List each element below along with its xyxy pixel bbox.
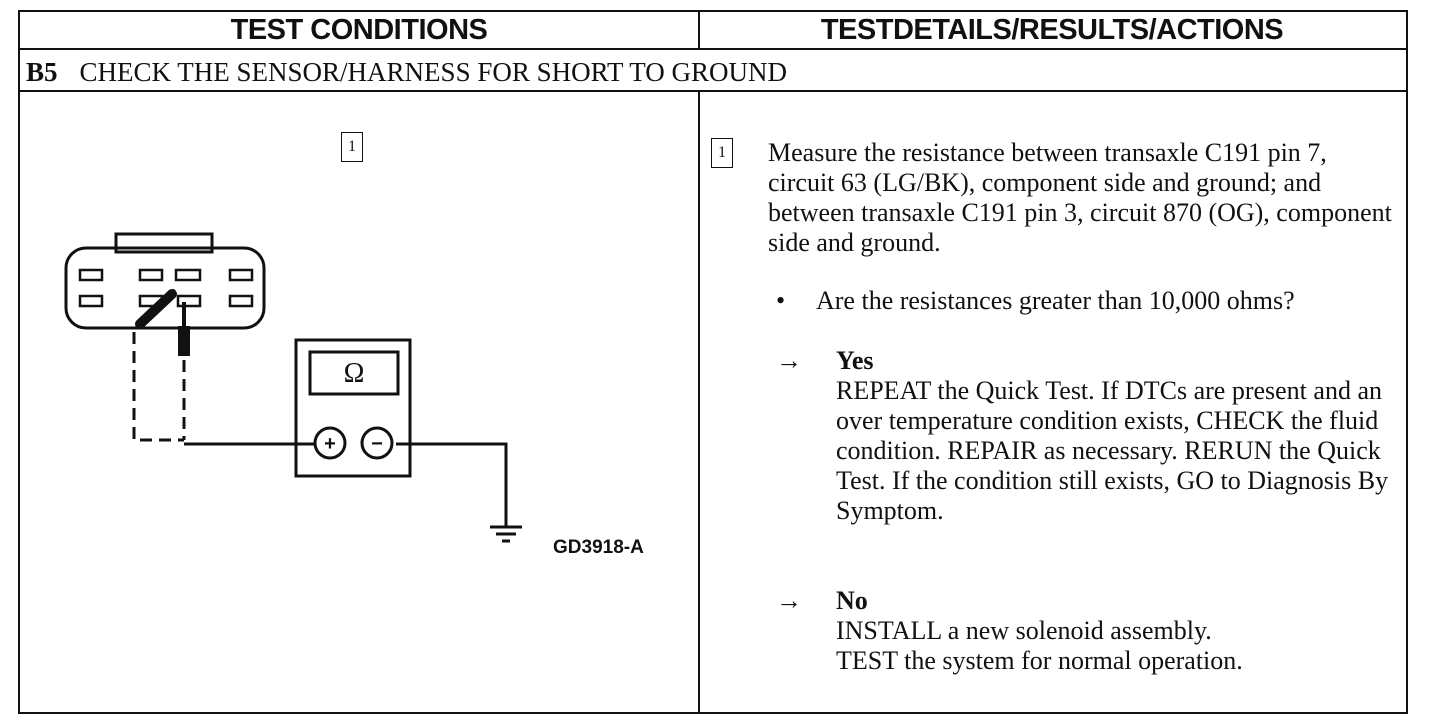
figure-id: GD3918-A xyxy=(553,537,644,558)
arrow-right-icon: → xyxy=(776,586,802,615)
ground-symbol xyxy=(490,527,522,541)
plus-terminal: + xyxy=(324,433,336,455)
no-line-1: INSTALL a new solenoid assembly. xyxy=(836,616,1212,645)
question-text: Are the resistances greater than 10,000 ohms? xyxy=(816,286,1295,315)
measure-instruction: Measure the resistance between transaxle C191 pin 7, circuit 63 (LG/BK), component side and ground; and between transaxle C191 pin 3, circuit 870 (OG), component side and ground. xyxy=(768,138,1392,257)
test-probes xyxy=(140,290,190,356)
no-title: No xyxy=(836,586,868,615)
bullet-icon: • xyxy=(776,286,786,315)
test-details-header: TESTDETAILS/RESULTS/ACTIONS xyxy=(820,14,1284,46)
section-code: B5 xyxy=(26,57,58,87)
minus-terminal: − xyxy=(371,433,383,455)
no-branch-body xyxy=(836,586,1396,676)
yes-title: Yes xyxy=(836,346,874,375)
test-diagram xyxy=(0,0,700,712)
test-conditions-header: TEST CONDITIONS xyxy=(230,14,488,46)
meter-leads xyxy=(134,332,506,526)
diagram-step-box: 1 xyxy=(341,132,363,162)
yes-text: REPEAT the Quick Test. If DTCs are present and an over temperature condition exists, CHECK the fluid condition. REPAIR as necessary. RERUN the Quick Test. If the condition still exists, GO to Diagnosis By Symptom. xyxy=(836,376,1389,525)
no-line-2: TEST the system for normal operation. xyxy=(836,646,1243,675)
yes-branch-body xyxy=(836,346,1396,526)
section-title: CHECK THE SENSOR/HARNESS FOR SHORT TO GROUND xyxy=(79,57,788,87)
arrow-right-icon: → xyxy=(776,346,802,375)
ohm-symbol: Ω xyxy=(343,358,365,389)
question-row xyxy=(776,286,1295,316)
details-step-box: 1 xyxy=(711,138,733,168)
